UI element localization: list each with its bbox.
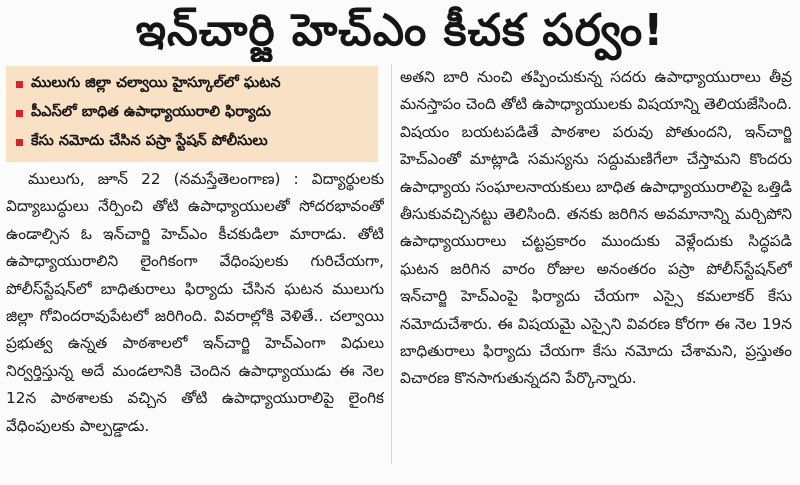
article-body-right-column bbox=[400, 64, 792, 464]
column-divider bbox=[391, 64, 392, 464]
article-paragraph: ములుగు, జూన్ 22 (నమస్తేతెలంగాణ) : విద్యార్థులకు విద్యాబుద్ధులు నేర్పించి తోటి ఉపాధ్యాయులతో సోదరభావంతో ఉండాల్సిన ఓ ఇన్‌చార్జి హెచ్‌ఎం కీచకుడిలా మారాడు. తోటి ఉపాధ్యాయురాలిని లైంగికంగా వేధింపులకు గురిచేయగా, పోలీస్‌స్టేషన్‌లో బాధితురాలు ఫిర్యాదు చేసిన ఘటన ములుగు జిల్లా గోవిందరావుపేటలో జరిగింది. వివరాల్లోకి వెళితే.. చల్వాయి ప్రభుత్వ ఉన్నత పాఠశాలలో ఇన్‌చార్జి హెచ్‌ఎంగా విధులు నిర్వర్తిస్తున్న అదే మండలానికి చెందిన ఉపాధ్యాయుడు ఈ నెల 12న పాఠశాలకు వచ్చిన తోటి ఉపాధ్యాయురాలిపై లైంగిక వేధింపులకు పాల్పడ్డాడు. bbox=[6, 170, 384, 435]
bullet-square-icon bbox=[16, 110, 23, 117]
headline: ఇన్‌చార్జి హెచ్‌ఎం కీచక పర్వం! bbox=[135, 5, 665, 56]
bullet-square-icon bbox=[16, 81, 23, 88]
highlights-box bbox=[6, 66, 378, 162]
article-body-left-column bbox=[6, 166, 384, 466]
article-paragraph: అతని బారి నుంచి తప్పించుకున్న సదరు ఉపాధ్యాయురాలు తీవ్ర మనస్తాపం చెంది తోటి ఉపాధ్యాయులకు విషయాన్ని తెలియజేసింది. విషయం బయటపడితే పాఠశాల పరువు పోతుందని, ఇన్‌చార్జి హెచ్‌ఎంతో మాట్లాడి సమస్యను సద్దుమణిగేలా చేస్తామని కొందరు ఉపాధ్యాయ సంఘాలనాయకులు బాధిత ఉపాధ్యాయురాలిపై ఒత్తిడి తీసుకువచ్చినట్టు తెలిసింది. తనకు జరిగిన అవమానాన్ని మర్చిపోని ఉపాధ్యాయురాలు చట్టప్రకారం ముందుకు వెళ్లేందుకు సిద్ధపడి ఘటన జరిగిన వారం రోజుల అనంతరం పస్రా పోలీస్‌స్టేషన్‌లో ఇన్‌చార్జి హెచ్‌ఎంపై ఫిర్యాదు చేయగా ఎస్సై కమలాకర్ కేసు నమోదుచేశారు. ఈ విషయమై ఎస్సైని వివరణ కోరగా ఈ నెల 19న బాధితురాలు ఫిర్యాదు చేయగా కేసు నమోదు చేశామని, ప్రస్తుతం విచారణ కొనసాగుతున్నదని పేర్కొన్నారు. bbox=[400, 68, 792, 388]
highlight-item bbox=[12, 99, 370, 128]
bullet-square-icon bbox=[16, 139, 23, 146]
highlight-text: పీఎస్‌లో బాధిత ఉపాధ్యాయురాలి ఫిర్యాదు bbox=[31, 103, 271, 120]
highlight-item bbox=[12, 128, 370, 157]
highlight-item bbox=[12, 70, 370, 99]
highlight-text: కేసు నమోదు చేసిన పస్రా స్టేషన్ పోలీసులు bbox=[31, 132, 268, 149]
highlight-text: ములుగు జిల్లా చల్వాయి హైస్కూల్‌లో ఘటన bbox=[31, 74, 281, 91]
